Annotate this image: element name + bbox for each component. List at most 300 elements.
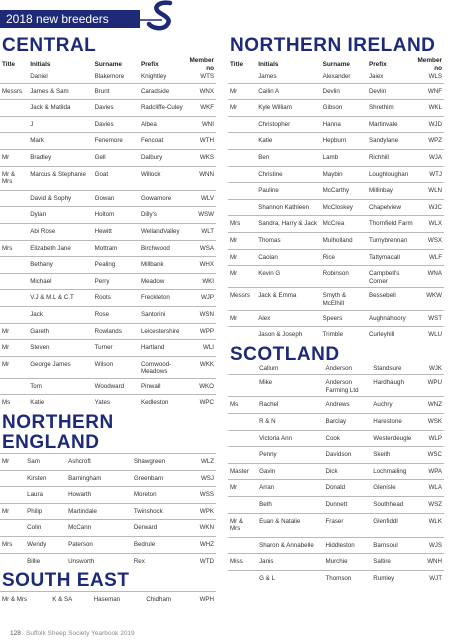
cell-prefix: Westerdeugle (371, 430, 421, 447)
cell-initials: Marcus & Stephanie (28, 166, 92, 190)
cell-prefix: Pinwall (139, 378, 187, 395)
cell-prefix: Barnsoul (371, 537, 421, 554)
cell-prefix: Tattymacall (367, 249, 415, 266)
cell-prefix: Southhead (371, 497, 421, 514)
northern-ireland-rows (228, 83, 444, 343)
cell-surname: Thomson (324, 571, 372, 587)
cell-surname: Hiddleston (324, 537, 372, 554)
cell-surname: Davies (93, 100, 139, 117)
cell-member-no: WJK (428, 364, 442, 372)
cell-prefix: Freckleton (139, 290, 187, 307)
table-row (0, 592, 216, 608)
cell-prefix: Lochmailing (371, 463, 421, 480)
cell-member-no: WKS (187, 149, 216, 166)
cell-initials: Michael (28, 273, 92, 290)
table-row (228, 571, 444, 587)
cell-member-no: WLI (187, 340, 216, 357)
cell-title (0, 553, 25, 569)
cell-member-no: WKF (187, 100, 216, 117)
table-row (0, 306, 216, 323)
cell-member-no: WPP (187, 323, 216, 340)
table-row (228, 554, 444, 571)
cell-initials: Christopher (256, 116, 320, 133)
cell-member-no: WKW (415, 288, 444, 310)
table-row (228, 216, 444, 233)
cell-prefix: Rex (132, 553, 194, 569)
table-row (228, 480, 444, 497)
cell-surname: Dunnett (324, 497, 372, 514)
cell-prefix: Glenisle (371, 480, 421, 497)
table-row (228, 463, 444, 480)
cell-initials: Caolan (256, 249, 320, 266)
cell-surname: Murchie (324, 554, 372, 571)
cell-surname: Barningham (66, 470, 132, 487)
cell-prefix: Martinvale (367, 116, 415, 133)
cell-initials: Elizabeth Jane (28, 240, 92, 257)
table-row (228, 365, 444, 375)
cell-initials: Tom (28, 378, 92, 395)
cell-title: Mr (0, 503, 25, 520)
col-header-prefix: Prefix (368, 61, 387, 68)
cell-title: Ms (0, 395, 28, 411)
cell-surname: Devlin (321, 83, 367, 100)
cell-initials: Daniel (30, 73, 48, 80)
cell-prefix: Skeith (371, 447, 421, 464)
table-row (0, 83, 216, 100)
cell-title (228, 571, 257, 587)
cell-member-no: WLF (415, 249, 444, 266)
cell-surname: Fenemore (93, 133, 139, 150)
cell-initials: Thomas (256, 232, 320, 249)
table-row (0, 340, 216, 357)
cell-surname: Barclay (324, 414, 372, 431)
cell-member-no: WHZ (194, 537, 216, 554)
table-row (0, 273, 216, 290)
cell-prefix: Santorini (139, 306, 187, 323)
south-east-rows (0, 592, 216, 608)
cell-surname: McCann (66, 520, 132, 537)
cell-title: Mr (0, 454, 25, 471)
cell-member-no: WJP (187, 290, 216, 307)
cell-initials: Janis (257, 554, 323, 571)
section-title-central: CENTRAL (2, 35, 97, 56)
section-title-south-east: SOUTH EAST (2, 570, 130, 592)
table-row (0, 290, 216, 307)
cell-member-no: WPU (421, 375, 444, 397)
cell-title (228, 116, 256, 133)
cell-initials: Shannon Kathleen (256, 199, 320, 216)
cell-initials: Victoria Ann (257, 430, 323, 447)
cell-title: Miss (228, 554, 257, 571)
header-title: 2018 new breeders (6, 12, 109, 26)
col-header-title: Title (2, 61, 16, 68)
cell-surname: Gell (93, 149, 139, 166)
cell-initials: Ben (256, 149, 320, 166)
col-header-prefix: Prefix (140, 61, 159, 68)
cell-prefix: Gowamore (139, 190, 187, 207)
cell-title (0, 116, 28, 133)
table-row (0, 470, 216, 487)
cell-initials: Rachel (257, 397, 323, 414)
cell-title (0, 306, 28, 323)
cell-title: Mr (228, 100, 256, 117)
cell-title: Messrs (0, 83, 28, 100)
cell-member-no: WLZ (194, 454, 216, 471)
cell-surname: Turner (93, 340, 139, 357)
table-row (228, 83, 444, 100)
cell-prefix: Moreton (132, 487, 194, 504)
cell-initials: Christine (256, 166, 320, 183)
cell-prefix: Chapelview (367, 199, 415, 216)
cell-title (228, 327, 256, 343)
cell-prefix: WellandValley (139, 223, 187, 240)
cell-initials: Philip (25, 503, 66, 520)
cell-prefix: Hardhaugh (371, 375, 421, 397)
cell-surname: Perry (93, 273, 139, 290)
cell-title: Ms (228, 397, 257, 414)
table-row (228, 414, 444, 431)
cell-member-no: WLV (187, 190, 216, 207)
cell-initials: Arran (257, 480, 323, 497)
cell-prefix: Sandylane (367, 133, 415, 150)
cell-title: Mr (228, 83, 256, 100)
cell-prefix: Turnybrennan (367, 232, 415, 249)
cell-member-no: WPC (187, 395, 216, 411)
cell-prefix: Kedleston (139, 395, 187, 411)
col-header-member-no: Member no (417, 57, 442, 72)
cell-member-no: WSW (187, 207, 216, 224)
table-row (0, 487, 216, 504)
cell-surname: Goat (93, 166, 139, 190)
table-row (228, 497, 444, 514)
cell-prefix: Dalbury (139, 149, 187, 166)
cell-initials: Jack & Matilda (28, 100, 92, 117)
cell-surname: Paterson (66, 537, 132, 554)
cell-title (0, 290, 28, 307)
breeders-table-northern-ireland (228, 56, 444, 343)
table-row (0, 537, 216, 554)
cell-surname: Maybin (321, 166, 367, 183)
cell-initials: Steven (28, 340, 92, 357)
cell-title: Mr (228, 232, 256, 249)
cell-prefix: Richhill (367, 149, 415, 166)
right-column (228, 36, 444, 587)
table-row (228, 133, 444, 150)
cell-surname: Gibson (321, 100, 367, 117)
table-row (228, 249, 444, 266)
section-title-northern-england: NORTHERN ENGLAND (2, 412, 114, 454)
cell-title: Mr (0, 356, 28, 378)
table-row (228, 232, 444, 249)
cell-prefix: Radcliffe-Culey (139, 100, 187, 117)
cell-surname: Alexander (322, 73, 351, 80)
cell-surname: Robinson (321, 266, 367, 288)
cell-title (0, 223, 28, 240)
cell-prefix: Dilly's (139, 207, 187, 224)
cell-surname: Pealing (93, 257, 139, 274)
table-row (228, 375, 444, 397)
cell-title (0, 470, 25, 487)
cell-member-no: WNH (421, 554, 444, 571)
cell-surname: Dick (324, 463, 372, 480)
table-row (228, 116, 444, 133)
cell-member-no: WSS (194, 487, 216, 504)
cell-member-no: WNZ (421, 397, 444, 414)
cell-member-no: WJA (415, 149, 444, 166)
table-row (228, 166, 444, 183)
cell-prefix: Shawgreen (132, 454, 194, 471)
cell-prefix: Derward (132, 520, 194, 537)
cell-initials: Euan & Natalie (257, 513, 323, 537)
cell-initials: K & SA (50, 592, 91, 608)
table-row (228, 183, 444, 200)
cell-initials: Penny (257, 447, 323, 464)
cell-initials: Jack & Emma (256, 288, 320, 310)
cell-surname: Howarth (66, 487, 132, 504)
cell-initials: G & L (257, 571, 323, 587)
cell-member-no: WPZ (415, 133, 444, 150)
page-header (0, 0, 452, 30)
cell-surname: Brunt (93, 83, 139, 100)
cell-member-no: WLU (415, 327, 444, 343)
cell-prefix: Thornfield Farm (367, 216, 415, 233)
cell-initials: Bradley (28, 149, 92, 166)
cell-member-no: WSJ (194, 470, 216, 487)
table-row (0, 356, 216, 378)
cell-member-no: WLN (415, 183, 444, 200)
cell-surname: Hewitt (93, 223, 139, 240)
cell-initials: Sandra, Harry & Jack (256, 216, 320, 233)
cell-prefix: Harestone (371, 414, 421, 431)
cell-title: Mrs (0, 537, 25, 554)
cell-title (228, 497, 257, 514)
table-row (0, 553, 216, 569)
cell-prefix: Shrethim (367, 100, 415, 117)
table-row (228, 327, 444, 343)
cell-member-no: WSK (421, 414, 444, 431)
cell-title (228, 73, 256, 83)
cell-prefix: Willock (139, 166, 187, 190)
page-footer (0, 628, 452, 640)
table-row (0, 520, 216, 537)
cell-title (228, 447, 257, 464)
col-header-initials: Initials (30, 61, 51, 68)
cell-initials: J (28, 116, 92, 133)
cell-surname: Rowlands (93, 323, 139, 340)
cell-prefix: Knightley (140, 73, 167, 80)
cell-initials: Jason & Joseph (256, 327, 320, 343)
cell-surname: Anderson Farming Ltd (324, 375, 372, 397)
table-row (228, 149, 444, 166)
cell-initials: Katie (256, 133, 320, 150)
cell-initials: David & Sophy (28, 190, 92, 207)
cell-initials: R & N (257, 414, 323, 431)
cell-member-no: WJD (415, 116, 444, 133)
cell-prefix: Meadow (139, 273, 187, 290)
cell-initials: Kyle William (256, 100, 320, 117)
cell-member-no: WJS (421, 537, 444, 554)
cell-member-no: WLS (428, 73, 442, 80)
cell-initials: Jack (28, 306, 92, 323)
cell-member-no: WJC (415, 199, 444, 216)
cell-initials: James (258, 73, 277, 80)
breeders-table-northern-england (0, 453, 216, 569)
cell-member-no: WLP (421, 430, 444, 447)
cell-title (228, 537, 257, 554)
cell-prefix: Auchry (371, 397, 421, 414)
cell-prefix: Curleyhill (367, 327, 415, 343)
table-row (228, 310, 444, 327)
cell-title: Mr & Mrs (0, 166, 28, 190)
cell-title: Mr (0, 323, 28, 340)
cell-member-no: WKL (415, 100, 444, 117)
cell-prefix: Devlin (367, 83, 415, 100)
cell-member-no: WLA (421, 480, 444, 497)
cell-surname: Martindale (66, 503, 132, 520)
cell-member-no: WKK (187, 356, 216, 378)
cell-prefix: Albea (139, 116, 187, 133)
cell-initials: Kirsten (25, 470, 66, 487)
section-title-scotland: SCOTLAND (230, 343, 340, 365)
table-row (0, 323, 216, 340)
cell-surname: McCloskey (321, 199, 367, 216)
cell-prefix: Glenfiddl (371, 513, 421, 537)
cell-member-no: WSX (415, 232, 444, 249)
cell-prefix: Jaiex (368, 73, 384, 80)
col-header-surname: Surname (322, 61, 350, 68)
cell-surname: Roots (93, 290, 139, 307)
table-row (0, 190, 216, 207)
cell-title (0, 207, 28, 224)
cell-surname: Trimble (321, 327, 367, 343)
cell-surname: Hanna (321, 116, 367, 133)
cell-prefix: Leicestershire (139, 323, 187, 340)
cell-surname: Blakemore (94, 73, 125, 80)
cell-title (0, 133, 28, 150)
cell-initials: Mike (257, 375, 323, 397)
cell-title (0, 257, 28, 274)
cell-title: Mr (228, 310, 256, 327)
cell-title (0, 273, 28, 290)
cell-initials: George James (28, 356, 92, 378)
col-header-member-no: Member no (189, 57, 214, 72)
cell-initials: Wendy (25, 537, 66, 554)
cell-surname: Rose (93, 306, 139, 323)
cell-surname: Wilson (93, 356, 139, 378)
cell-initials: Sam (25, 454, 66, 471)
table-row (0, 240, 216, 257)
cell-prefix: Millinbay (367, 183, 415, 200)
cell-member-no: WNI (187, 116, 216, 133)
cell-member-no: WTS (200, 73, 214, 80)
cell-title (0, 190, 28, 207)
cell-title (0, 378, 28, 395)
cell-initials: Katie (28, 395, 92, 411)
cell-initials: Gareth (28, 323, 92, 340)
cell-title: Mrs (228, 216, 256, 233)
cell-surname: Haseman (92, 592, 145, 608)
cell-prefix: Chidham (144, 592, 194, 608)
table-row (228, 100, 444, 117)
cell-initials: Sharon & Annabelle (257, 537, 323, 554)
cell-prefix: Millbank (139, 257, 187, 274)
scotland-rows (228, 375, 444, 587)
cell-prefix: Fencoat (139, 133, 187, 150)
cell-surname: Hepburn (321, 133, 367, 150)
cell-member-no: WNA (415, 266, 444, 288)
cell-surname: Mulholland (321, 232, 367, 249)
cell-surname: Davidson (324, 447, 372, 464)
cell-surname: Holtom (93, 207, 139, 224)
table-row (0, 395, 216, 411)
cell-initials: Gavin (257, 463, 323, 480)
cell-prefix: Saltire (371, 554, 421, 571)
cell-title: Mrs (0, 240, 28, 257)
table-row (0, 207, 216, 224)
cell-prefix: Bessebell (367, 288, 415, 310)
cell-title (228, 365, 257, 375)
cell-initials: Beth (257, 497, 323, 514)
cell-initials: James & Sam (28, 83, 92, 100)
table-row (0, 257, 216, 274)
cell-prefix: Bedrule (132, 537, 194, 554)
northern-england-rows (0, 454, 216, 570)
cell-initials: Colin (25, 520, 66, 537)
cell-member-no: WPK (194, 503, 216, 520)
cell-member-no: WTD (194, 553, 216, 569)
cell-surname: Davies (93, 116, 139, 133)
cell-prefix: Loughloughan (367, 166, 415, 183)
table-row (0, 503, 216, 520)
table-row (0, 166, 216, 190)
table-row (0, 116, 216, 133)
cell-member-no: WSZ (421, 497, 444, 514)
cell-member-no: WLX (415, 216, 444, 233)
cell-initials: Cailin A (256, 83, 320, 100)
cell-member-no: WLK (421, 513, 444, 537)
breeders-table-scotland (228, 365, 444, 587)
cell-initials: Billie (25, 553, 66, 569)
central-rows (0, 83, 216, 411)
cell-title: Messrs (228, 288, 256, 310)
cell-prefix: Cornwood- Meadows (139, 356, 187, 378)
cell-surname: Unsworth (66, 553, 132, 569)
cell-initials: V.J & M.L & C.T (28, 290, 92, 307)
cell-title (228, 183, 256, 200)
cell-surname: Anderson (325, 364, 353, 372)
cell-title: Mr (0, 340, 28, 357)
cell-surname: Fraser (324, 513, 372, 537)
cell-prefix: Rumley (371, 571, 421, 587)
table-row (228, 73, 444, 83)
cell-surname: Gowan (93, 190, 139, 207)
table-row (228, 513, 444, 537)
table-row (0, 133, 216, 150)
col-header-surname: Surname (94, 61, 122, 68)
footer-publication: Suffolk Sheep Society Yearbook 2019 (26, 630, 135, 637)
left-column (0, 36, 216, 608)
cell-surname: Cook (324, 430, 372, 447)
table-row (228, 288, 444, 310)
cell-surname: Speers (321, 310, 367, 327)
cell-surname: Smyth & McElhill (321, 288, 367, 310)
cell-member-no: WHX (187, 257, 216, 274)
table-row (228, 266, 444, 288)
cell-surname: Ashcroft (66, 454, 132, 471)
table-row (0, 223, 216, 240)
cell-member-no: WPH (194, 592, 216, 608)
cell-title: Mr (228, 249, 256, 266)
